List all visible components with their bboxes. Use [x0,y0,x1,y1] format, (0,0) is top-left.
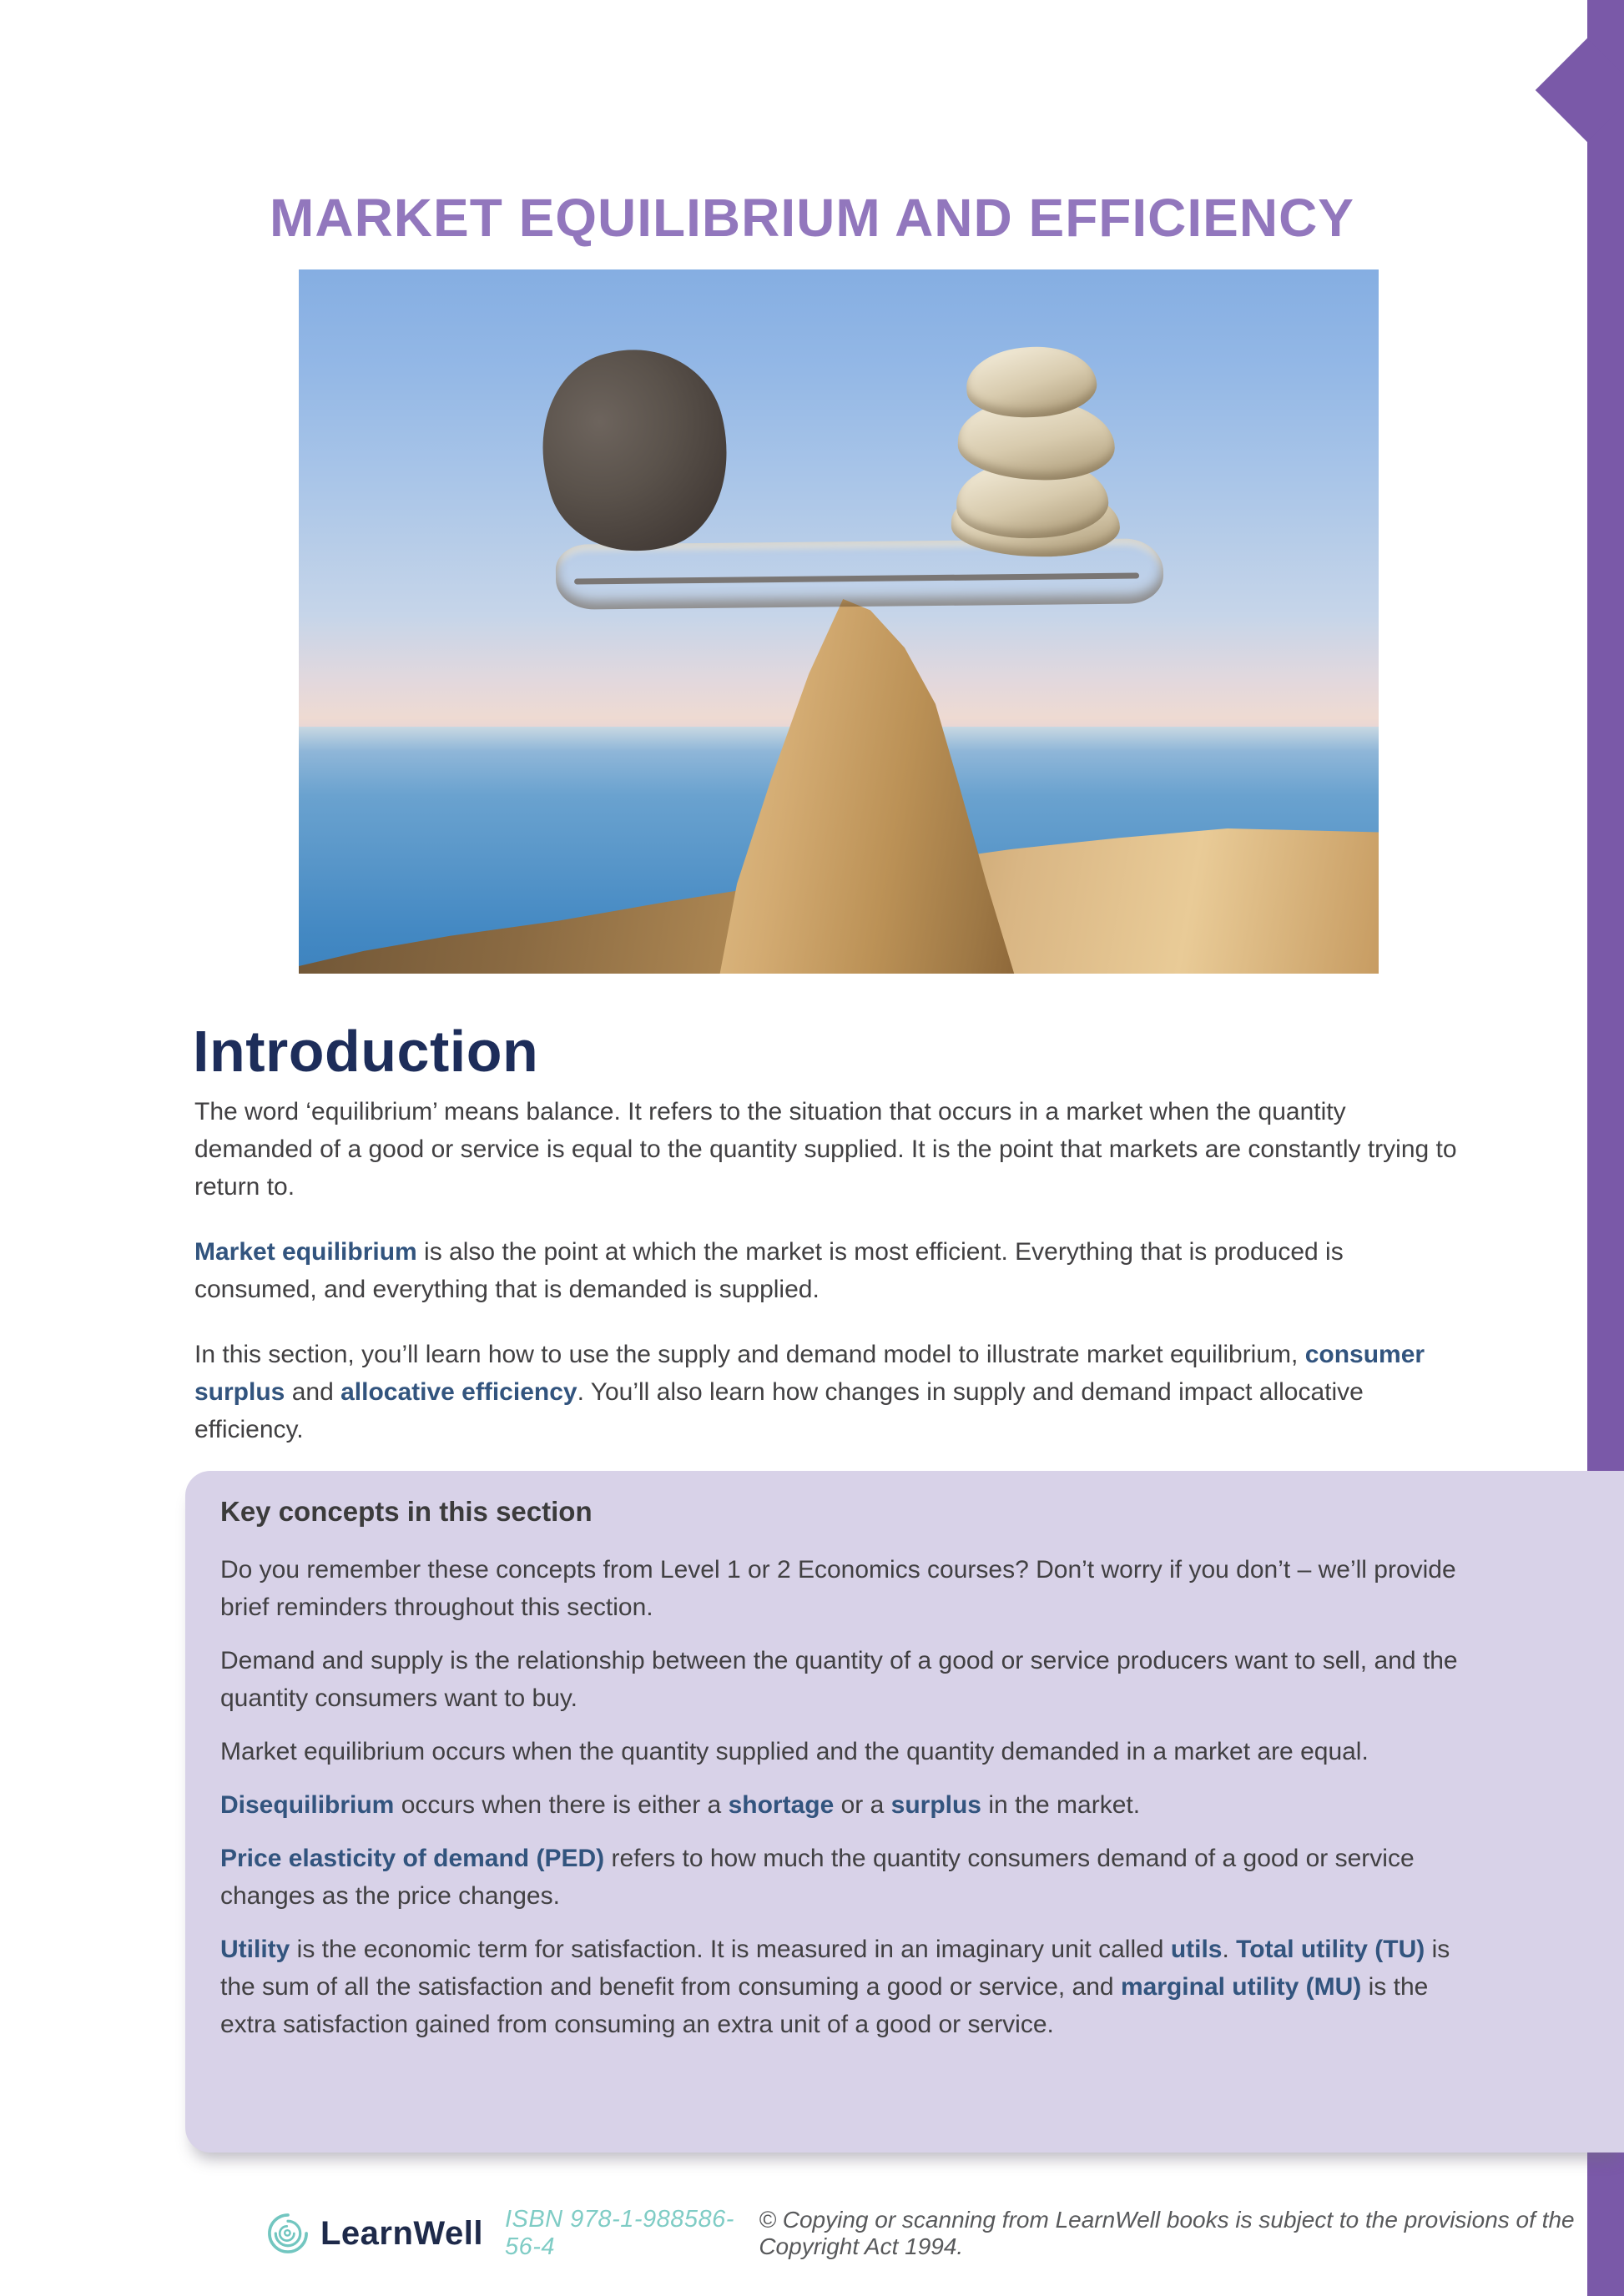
key-term: Utility [220,1936,290,1963]
key-concepts-paragraph [220,1551,1477,1626]
key-term: shortage [728,1791,835,1819]
brand-wordmark: LearnWell [320,2214,483,2252]
paragraph-text: is the economic term for satisfaction. It is measured in an imaginary unit called [290,1936,1171,1963]
paragraph-text: Market equilibrium occurs when the quantity supplied and the quantity demanded in a market are equal. [220,1738,1369,1765]
photo-plank-seam [574,572,1139,584]
key-concepts-heading: Key concepts in this section [220,1496,593,1527]
page-footer [265,2206,1624,2261]
key-concepts-paragraph [220,1786,1477,1824]
paragraph-text: is the extra satisfaction gained from consuming an extra unit of a good or service. [220,1973,1429,2038]
paragraph-text: The word ‘equilibrium’ means balance. It refers to the situation that occurs in a market when the quantity demanded of a good or service is equal to the quantity supplied. It is the point that markets are constantly trying to return to. [194,1098,1457,1201]
hero-photo-balanced-stones [299,269,1379,974]
intro-paragraph [194,1233,1463,1308]
paragraph-text: In this section, you’ll learn how to use the supply and demand model to illustrate market equilibrium, [194,1341,1305,1368]
paragraph-text: refers to how much the quantity consumers demand of a good or service changes as the price changes. [220,1845,1415,1910]
paragraph-text: and [285,1378,341,1406]
paragraph-text: or a [834,1791,891,1819]
paragraph-text: in the market. [981,1791,1141,1819]
key-term: Disequilibrium [220,1791,395,1819]
page-title: MARKET EQUILIBRIUM AND EFFICIENCY [270,188,1354,248]
key-term: Price elasticity of demand (PED) [220,1845,605,1872]
key-term: consumer surplus [194,1341,1425,1406]
learnwell-spiral-logo-icon [265,2211,310,2256]
key-term: Market equilibrium [194,1238,417,1266]
paragraph-text: Demand and supply is the relationship between the quantity of a good or service producers want to sell, and the quantity consumers want to buy. [220,1647,1458,1712]
key-concepts-paragraph [220,1733,1477,1770]
intro-paragraph [194,1093,1463,1206]
section-heading-introduction: Introduction [193,1019,539,1084]
intro-paragraph [194,1336,1463,1448]
paragraph-text: is the sum of all the satisfaction and benefit from consuming a good or service, and [220,1936,1450,2001]
introduction-body [194,1093,1463,1476]
paragraph-text: is also the point at which the market is most efficient. Everything that is produced is consumed, and everything that is demanded is supplied. [194,1238,1344,1303]
paragraph-text: occurs when there is either a [394,1791,729,1819]
key-concepts-box [185,1471,1624,2152]
paragraph-text: . You’ll also learn how changes in supply and demand impact allocative efficiency. [194,1378,1364,1443]
copyright-text: © Copying or scanning from LearnWell books is subject to the provisions of the Copyright Act 1994. [759,2207,1575,2259]
isbn-text: ISBN 978-1-988586-56-4 [504,2206,734,2260]
key-concepts-paragraph [220,1931,1477,2043]
key-term: Total utility (TU) [1236,1936,1425,1963]
key-concepts-paragraph [220,1642,1477,1717]
key-concepts-paragraph [220,1840,1477,1915]
paragraph-text: Do you remember these concepts from Level 1 or 2 Economics courses? Don’t worry if you don’t – we’ll provide brief reminders throughout this section. [220,1556,1456,1621]
paragraph-text: . [1222,1936,1237,1963]
key-term: allocative efficiency [340,1378,577,1406]
key-term: utils [1170,1936,1223,1963]
key-term: surplus [890,1791,981,1819]
key-term: marginal utility (MU) [1120,1973,1362,2001]
